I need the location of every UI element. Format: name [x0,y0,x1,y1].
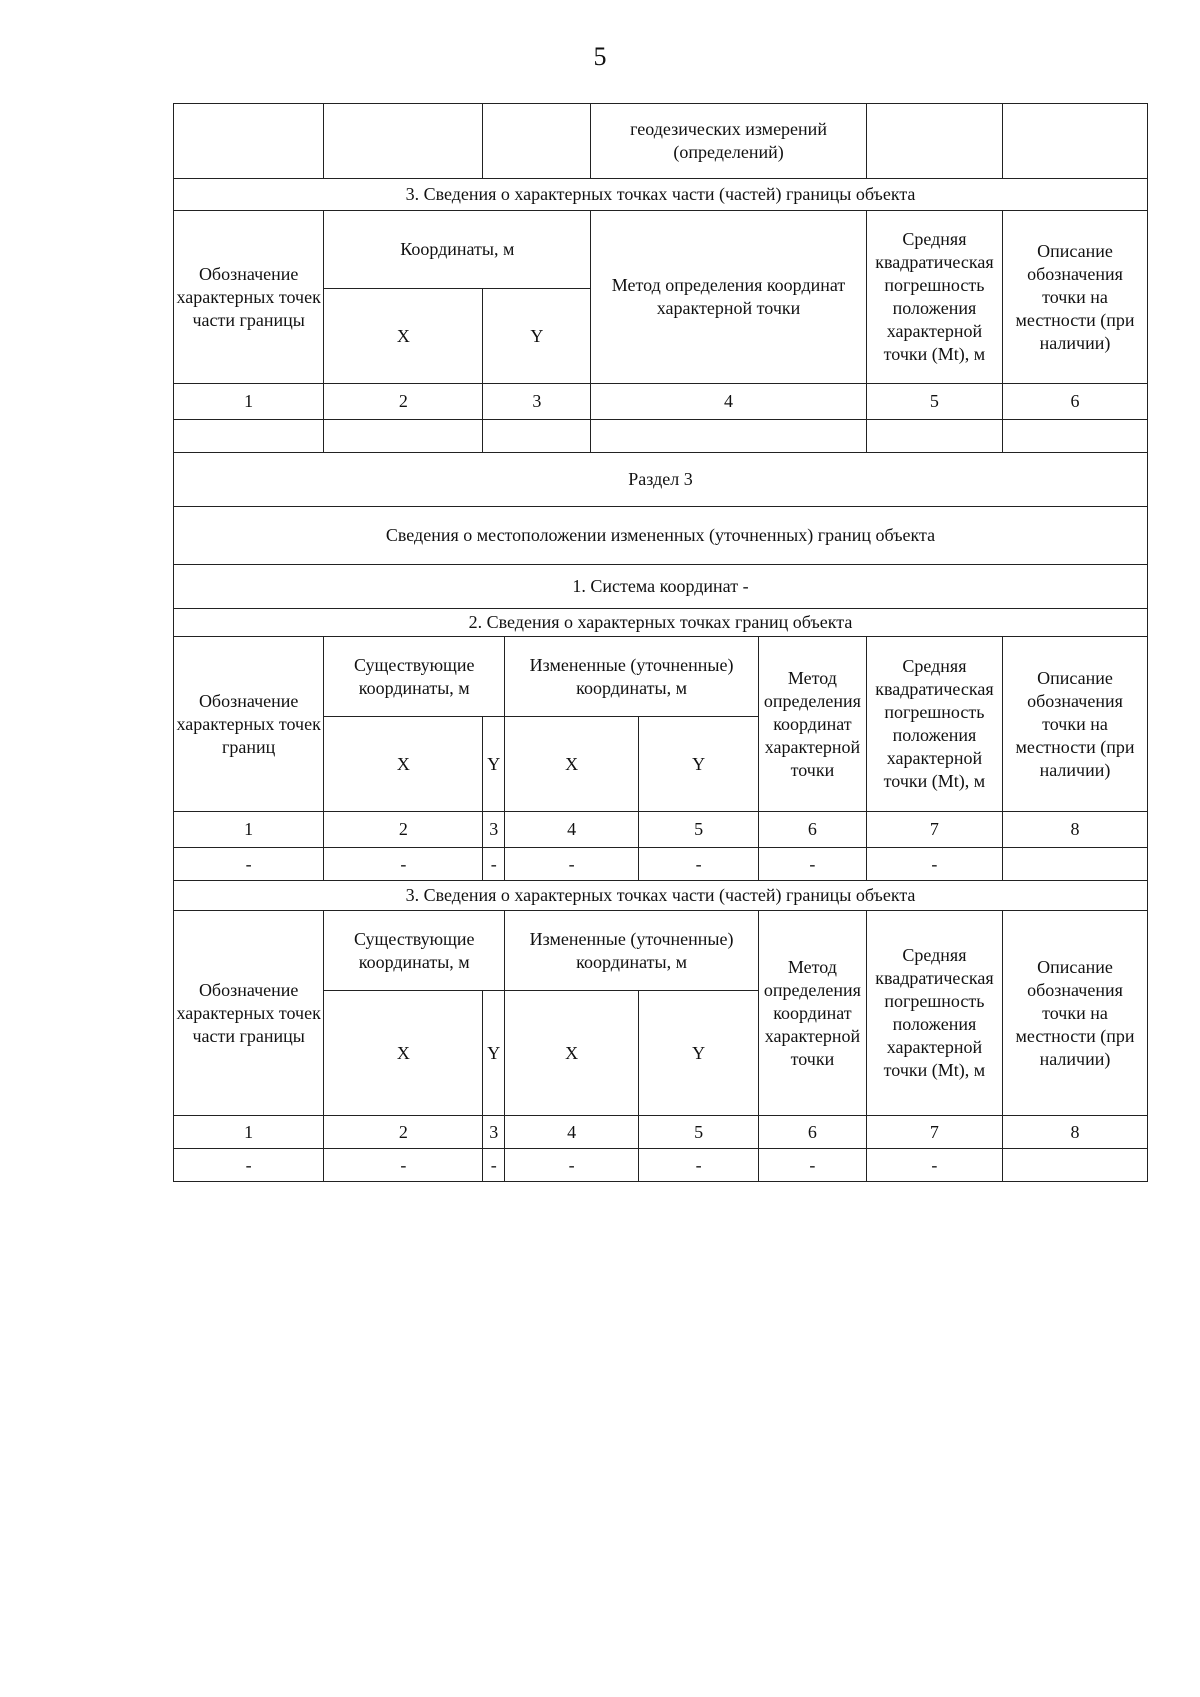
description-header: Описание обозначения точки на местности (при наличии) [1003,911,1148,1116]
table-cell: - [866,1149,1002,1182]
x-header: X [505,991,639,1116]
column-number: 7 [866,812,1002,848]
method-header: Метод определения координат характерной точки [758,637,866,812]
section-title: 3. Сведения о характерных точках части (частей) границы объекта [174,881,1148,911]
existing-coordinates-header: Существующие координаты, м [324,911,505,991]
table-cell [324,104,483,179]
y-header: Y [483,289,591,384]
error-header: Средняя квадратическая погрешность положения характерной точки (Mt), м [866,211,1002,384]
table-cell [866,420,1002,453]
section-title-main: Сведения о местоположении измененных (уточненных) границ объекта [174,507,1148,565]
document-table [173,103,1148,1182]
measurements-cell: геодезических измерений (определений) [591,104,867,179]
y-header: Y [639,991,759,1116]
table-cell: - [505,848,639,881]
coordinate-system: 1. Система координат - [174,565,1148,609]
page-number: 5 [593,42,607,71]
description-header: Описание обозначения точки на местности (при наличии) [1003,211,1148,384]
changed-coordinates-header: Измененные (уточненные) координаты, м [505,911,759,991]
table-cell: - [324,1149,483,1182]
table-cell [1003,848,1148,881]
section-heading: Раздел 3 [174,453,1148,507]
column-numbers-row [174,384,1148,420]
table-cell [1003,1149,1148,1182]
designation-header: Обозначение характерных точек части границы [174,211,324,384]
table-cell: - [324,848,483,881]
existing-coordinates-header: Существующие координаты, м [324,637,505,717]
section-title: 2. Сведения о характерных точках границ объекта [174,609,1148,637]
table-cell [324,420,483,453]
column-numbers-row [174,812,1148,848]
x-header: X [324,991,483,1116]
x-header: X [505,717,639,812]
designation-header: Обозначение характерных точек границ [174,637,324,812]
column-number: 5 [639,1116,759,1149]
x-header: X [324,717,483,812]
column-number: 4 [505,812,639,848]
column-number: 2 [324,384,483,420]
table-cell [483,104,591,179]
table-cell: - [866,848,1002,881]
y-header: Y [483,717,505,812]
table-cell: - [174,848,324,881]
table-cell [591,420,867,453]
description-header: Описание обозначения точки на местности (при наличии) [1003,637,1148,812]
column-number: 1 [174,812,324,848]
table-row [174,420,1148,453]
y-header: Y [483,991,505,1116]
column-number: 5 [866,384,1002,420]
top-fragment-row [174,104,1148,179]
table-cell: - [758,848,866,881]
x-header: X [324,289,483,384]
coordinates-header: Координаты, м [324,211,591,289]
table-row [174,848,1148,881]
column-number: 6 [1003,384,1148,420]
table-cell [174,420,324,453]
section-title: 3. Сведения о характерных точках части (частей) границы объекта [174,179,1148,211]
column-number: 8 [1003,1116,1148,1149]
error-header: Средняя квадратическая погрешность положения характерной точки (Mt), м [866,911,1002,1116]
column-number: 6 [758,812,866,848]
column-number: 3 [483,812,505,848]
table-cell: - [483,848,505,881]
table-cell [483,420,591,453]
table-cell [1003,104,1148,179]
table-cell: - [174,1149,324,1182]
column-number: 4 [591,384,867,420]
column-number: 8 [1003,812,1148,848]
column-number: 3 [483,1116,505,1149]
table-cell [866,104,1002,179]
column-number: 2 [324,1116,483,1149]
table-cell [174,104,324,179]
column-number: 7 [866,1116,1002,1149]
table-cell [1003,420,1148,453]
table-row [174,1149,1148,1182]
table-cell: - [505,1149,639,1182]
table-cell: - [639,848,759,881]
column-number: 3 [483,384,591,420]
table-cell: - [483,1149,505,1182]
column-numbers-row [174,1116,1148,1149]
column-number: 6 [758,1116,866,1149]
column-number: 5 [639,812,759,848]
method-header: Метод определения координат характерной точки [758,911,866,1116]
designation-header: Обозначение характерных точек части границы [174,911,324,1116]
table-cell: - [639,1149,759,1182]
column-number: 1 [174,1116,324,1149]
method-header: Метод определения координат характерной точки [591,211,867,384]
column-number: 2 [324,812,483,848]
column-number: 1 [174,384,324,420]
changed-coordinates-header: Измененные (уточненные) координаты, м [505,637,759,717]
error-header: Средняя квадратическая погрешность положения характерной точки (Mt), м [866,637,1002,812]
y-header: Y [639,717,759,812]
column-number: 4 [505,1116,639,1149]
table-cell: - [758,1149,866,1182]
